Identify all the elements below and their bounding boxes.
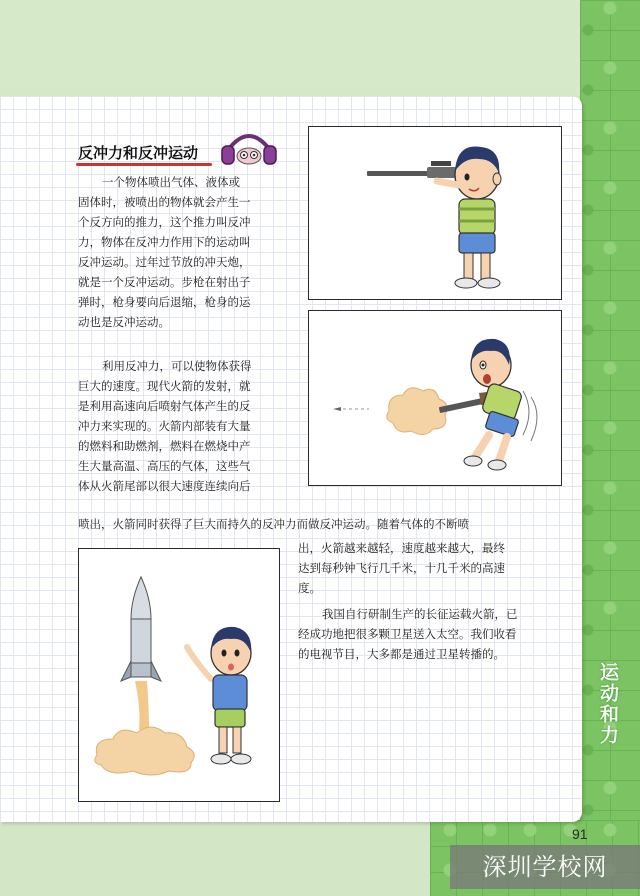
- text-line: 一个物体喷出气体、液体或: [102, 175, 240, 189]
- figure-boy-aiming-rifle: [308, 126, 562, 300]
- text-line: 经成功地把很多颗卫星送入太空。我们收看: [298, 627, 517, 641]
- text-line: 达到每秒钟飞行几千米，十几千米的高速: [298, 561, 505, 575]
- text-line: 巨大的速度。现代火箭的发射，就: [78, 379, 251, 393]
- paragraph-2-full-line: 喷出，火箭同时获得了巨大而持久的反冲力而做反冲运动。随着气体的不断喷: [78, 517, 469, 531]
- text-line: 生大量高温、高压的气体，这些气: [78, 459, 251, 473]
- heading-underline: [76, 163, 212, 166]
- paragraph-2: [78, 356, 300, 496]
- page-number: 91: [572, 826, 588, 842]
- text-line: 我国自行研制生产的长征运载火箭，已: [322, 607, 518, 621]
- paragraph-3: [298, 604, 568, 664]
- text-line: 冲力来实现的。火箭内部装有大量: [78, 419, 251, 433]
- text-line: 弹时，枪身要向后退缩，枪身的运: [78, 295, 251, 309]
- background-top: [0, 0, 640, 96]
- paragraph-1: [78, 172, 300, 332]
- rocket-launch-illustration: [79, 549, 280, 802]
- text-line: 就是一个反冲运动。步枪在射出子: [78, 275, 251, 289]
- text-line: 度。: [298, 581, 321, 595]
- text-line: 的燃料和助燃剂，燃料在燃烧中产: [78, 439, 251, 453]
- text-line: 固体时，被喷出的物体就会产生一: [78, 195, 251, 209]
- text-line: 个反方向的推力，这个推力叫反冲: [78, 215, 251, 229]
- headphones-icon: [218, 128, 280, 168]
- text-line: 反冲运动。过年过节放的冲天炮，: [78, 255, 251, 269]
- chapter-tab: 运动和力: [597, 662, 619, 746]
- boy-recoil-rifle-illustration: [309, 311, 562, 486]
- text-line: 出，火箭越来越轻，速度越来越大，最终: [298, 541, 505, 555]
- text-line: 利用反冲力，可以使物体获得: [102, 359, 252, 373]
- figure-boy-recoil: [308, 310, 562, 486]
- text-line: 的电视节目，大多都是通过卫星转播的。: [298, 647, 505, 661]
- text-line: 是利用高速向后喷射气体产生的反: [78, 399, 251, 413]
- watermark: 深圳学校网: [450, 845, 640, 889]
- section-heading: 反冲力和反冲运动: [78, 144, 199, 162]
- figure-rocket-launch: [78, 548, 280, 802]
- paragraph-2-tail: [298, 538, 568, 598]
- text-line: 动也是反冲运动。: [78, 315, 170, 329]
- boy-aiming-rifle-illustration: [309, 127, 562, 300]
- text-line: 体从火箭尾部以很大速度连续向后: [78, 479, 251, 493]
- text-line: 力，物体在反冲力作用下的运动叫: [78, 235, 251, 249]
- puzzle-sidebar-decoration: [580, 0, 640, 896]
